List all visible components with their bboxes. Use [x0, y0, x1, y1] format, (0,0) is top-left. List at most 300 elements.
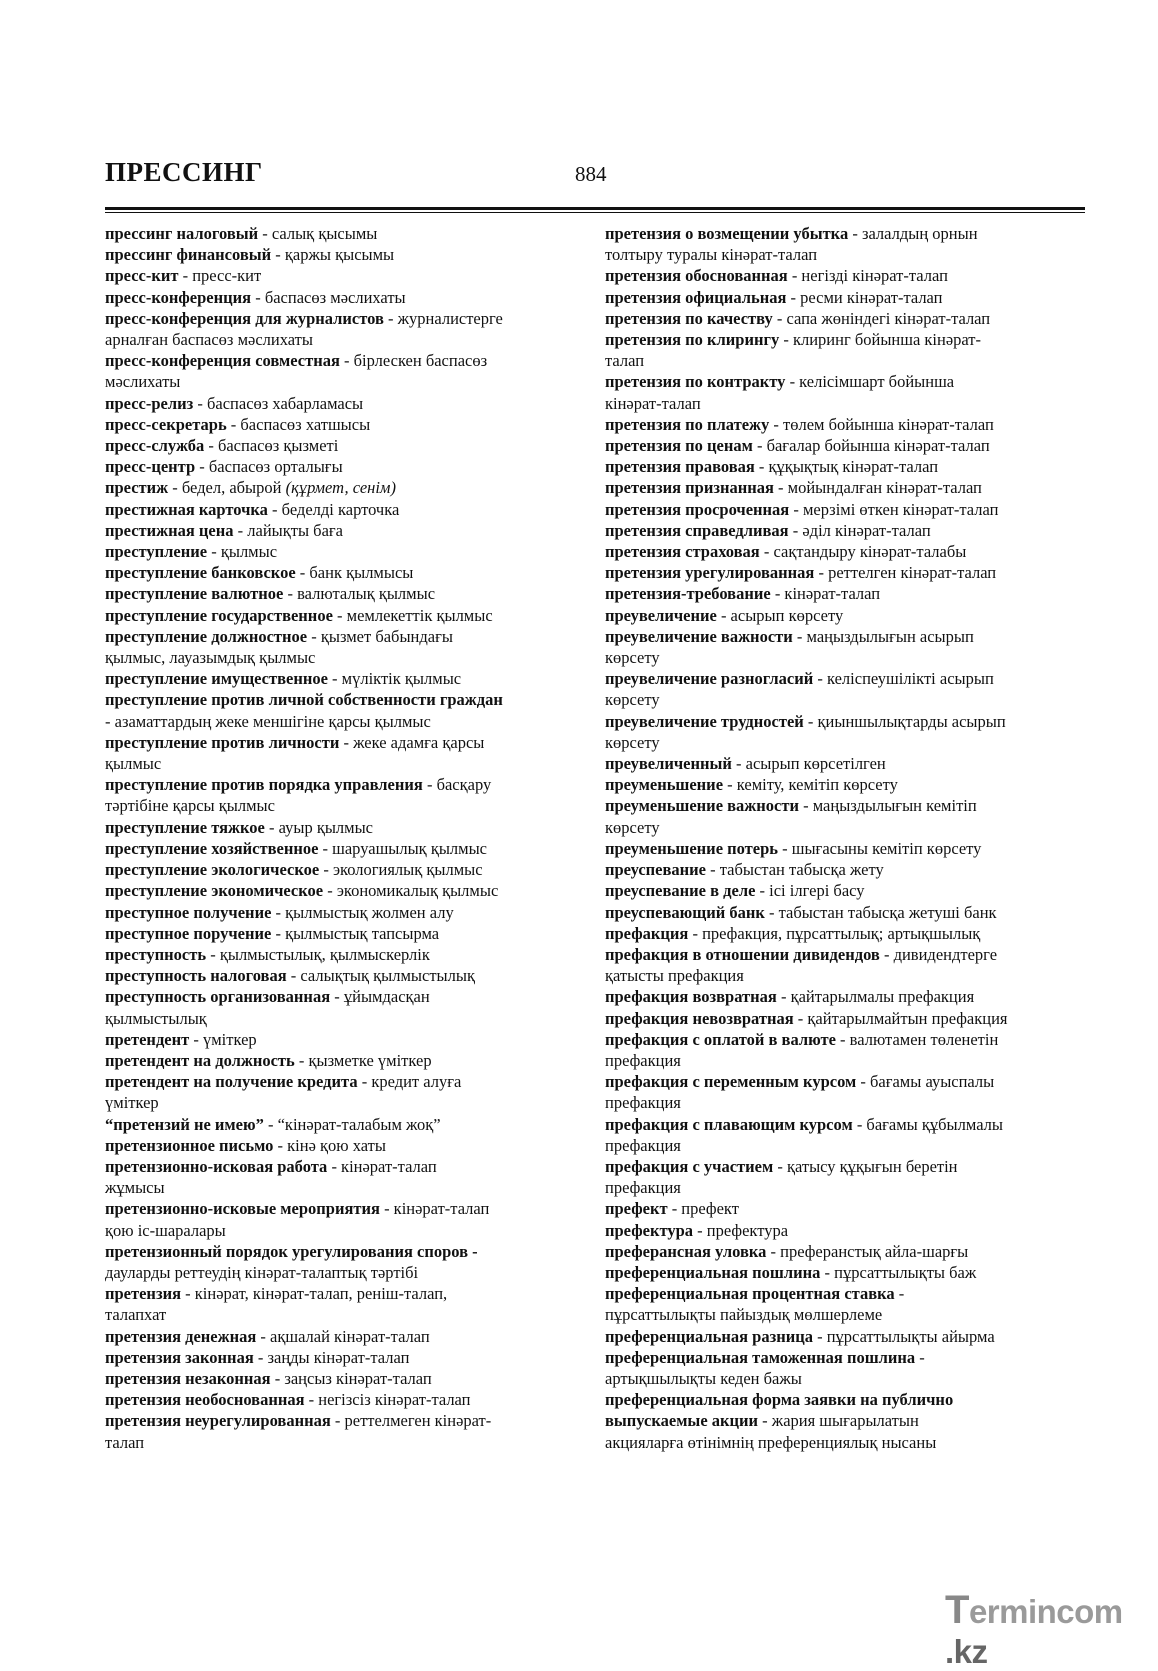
- entry-line: [605, 456, 1080, 477]
- entry-translation: - әділ кінәрат-талап: [788, 520, 931, 540]
- dictionary-entry: [605, 371, 1080, 413]
- dictionary-entry: [605, 711, 1080, 753]
- entry-line: [605, 223, 1080, 244]
- entry-term: пресс-конференция совместная: [105, 351, 340, 371]
- entry-line: [105, 817, 580, 838]
- entry-translation: - кінә қою хаты: [273, 1135, 386, 1155]
- entry-translation: - клиринг бойынша кінәрат-: [779, 330, 981, 350]
- dictionary-entry: [105, 520, 580, 541]
- entry-term: претензия по ценам: [605, 436, 753, 456]
- dictionary-entry: [105, 817, 580, 838]
- entry-line: [605, 795, 1080, 816]
- entry-translation: - қызметке үміткер: [294, 1050, 432, 1070]
- dictionary-entry: [605, 986, 1080, 1007]
- dictionary-entry: [105, 605, 580, 626]
- entry-line: [605, 1156, 1080, 1177]
- entry-line: [105, 1135, 580, 1156]
- entry-translation: - беделді карточка: [267, 499, 400, 519]
- entry-translation: - қиыншылықтарды асырып: [803, 711, 1006, 731]
- entry-translation: - асырып көрсетілген: [731, 754, 886, 774]
- entry-translation: - журналистерге: [383, 308, 503, 328]
- entry-line: [605, 817, 1080, 838]
- dictionary-entry: [605, 626, 1080, 668]
- entry-line: [105, 944, 580, 965]
- entry-translation: - кінәрат-талап: [379, 1199, 490, 1219]
- dictionary-entry: [105, 477, 580, 498]
- entry-translation: - қайтарылмалы префакция: [776, 987, 975, 1007]
- entry-line: [105, 965, 580, 986]
- dictionary-entry: [105, 541, 580, 562]
- dictionary-entry: [105, 265, 580, 286]
- entry-term: преувеличение разногласий: [605, 669, 814, 689]
- entry-term: претензия страховая: [605, 542, 760, 562]
- entry-line: [105, 732, 580, 753]
- entry-term: преступление хозяйственное: [105, 838, 319, 858]
- entry-translation: - салықтық қылмыстылық: [286, 966, 475, 986]
- dictionary-entry: [605, 902, 1080, 923]
- entry-term: преступление тяжкое: [105, 817, 265, 837]
- dictionary-entry: [105, 1410, 580, 1452]
- entry-line: [105, 477, 580, 498]
- entry-line: [105, 393, 580, 414]
- dictionary-entry: [605, 583, 1080, 604]
- entry-line: [105, 1262, 580, 1283]
- dictionary-entry: [105, 859, 580, 880]
- entry-translation: - баспасөз қызметі: [204, 436, 339, 456]
- dictionary-entry: [605, 287, 1080, 308]
- entry-line: [105, 753, 580, 774]
- dictionary-entry: [105, 965, 580, 986]
- entry-term: преступность налоговая: [105, 966, 287, 986]
- entry-translation: - кінәрат-талап: [327, 1156, 437, 1176]
- dictionary-entry: [605, 265, 1080, 286]
- entry-translation: - ісі ілгері басу: [755, 881, 865, 901]
- entry-line: [605, 287, 1080, 308]
- dictionary-entry: [605, 1220, 1080, 1241]
- entry-line: [605, 1135, 1080, 1156]
- entry-line: [605, 1410, 1080, 1431]
- entry-line: [605, 902, 1080, 923]
- entry-line: [105, 1410, 580, 1431]
- dictionary-entry: [605, 1347, 1080, 1389]
- entry-line: [105, 1050, 580, 1071]
- entry-line: [105, 371, 580, 392]
- entry-term: префакция возвратная: [605, 987, 777, 1007]
- entry-term: преступление банковское: [105, 563, 296, 583]
- entry-line: [605, 1241, 1080, 1262]
- entry-translation: префакция: [605, 1178, 681, 1198]
- entry-translation: - дивидендтерге: [879, 944, 998, 964]
- dictionary-entry: [605, 1029, 1080, 1071]
- watermark-name: ermincom: [968, 1593, 1123, 1630]
- entry-translation: дауларды реттеудің кінәрат-талаптық тәртібі: [105, 1262, 419, 1282]
- entry-line: [605, 329, 1080, 350]
- dictionary-entry: [105, 1368, 580, 1389]
- entry-line: [105, 1156, 580, 1177]
- entry-translation: пұрсаттылықты пайыздық мөлшерлеме: [605, 1305, 883, 1325]
- entry-translation: - залалдың орнын: [848, 224, 978, 243]
- entry-translation: - мемлекеттік қылмыс: [332, 605, 493, 625]
- entry-translation: - кінәрат, кінәрат-талап, реніш-талап,: [181, 1284, 448, 1304]
- entry-term: престиж: [105, 478, 169, 498]
- entry-line: [105, 838, 580, 859]
- dictionary-entry: [105, 393, 580, 414]
- entry-line: [605, 1347, 1080, 1368]
- entry-line: [605, 371, 1080, 392]
- entry-line: [605, 668, 1080, 689]
- entry-translation: үміткер: [105, 1093, 159, 1113]
- entry-term: прессинг финансовый: [105, 245, 272, 265]
- entry-term: преступление против личности: [105, 732, 340, 752]
- entry-line: [605, 965, 1080, 986]
- entry-translation: артықшылықты кеден бажы: [605, 1368, 802, 1388]
- entry-line: [605, 1071, 1080, 1092]
- entry-translation: - бағамы ауыспалы: [856, 1072, 995, 1092]
- entry-term: преуменьшение: [605, 775, 724, 795]
- entry-term: пресс-служба: [105, 436, 205, 456]
- entry-translation: - префектура: [693, 1220, 789, 1240]
- entry-translation: - баспасөз хатшысы: [226, 414, 371, 434]
- entry-line: [105, 859, 580, 880]
- entry-line: [105, 1008, 580, 1029]
- dictionary-entry: [105, 1135, 580, 1156]
- dictionary-entry: [105, 350, 580, 392]
- entry-term: преступление экологическое: [105, 860, 320, 880]
- dictionary-entry: [605, 1262, 1080, 1283]
- dictionary-entry: [105, 1198, 580, 1240]
- dictionary-entry: [605, 880, 1080, 901]
- entry-translation: - ауыр қылмыс: [264, 817, 374, 837]
- entry-line: [605, 520, 1080, 541]
- entry-line: [105, 435, 580, 456]
- entry-translation: - азаматтардың жеке меншігіне қарсы қылмыс: [105, 711, 431, 731]
- entry-term: пресс-центр: [105, 457, 196, 477]
- dictionary-entry: [605, 1389, 1080, 1453]
- entry-line: [105, 795, 580, 816]
- dictionary-entry: [105, 944, 580, 965]
- entry-translation: - жария шығарылатын: [758, 1411, 919, 1431]
- entry-line: [605, 774, 1080, 795]
- entry-translation: - баспасөз орталығы: [195, 457, 343, 477]
- entry-line: акцияларға өтінімнің преференциялық нысаны: [605, 1432, 937, 1452]
- entry-term: претензионно-исковые мероприятия: [105, 1199, 380, 1219]
- entry-line: [105, 711, 580, 732]
- entry-translation: - баспасөз хабарламасы: [193, 393, 364, 413]
- entry-line: [605, 647, 1080, 668]
- entry-term: претензия-требование: [605, 584, 771, 604]
- entry-translation: қою іс-шаралары: [105, 1220, 226, 1240]
- entry-translation: - реттелген кінәрат-талап: [814, 563, 997, 583]
- entry-term: преференциальная разница: [605, 1326, 813, 1346]
- entry-translation: - табыстан табысқа жету: [706, 860, 884, 880]
- entry-translation: - лайықты баға: [233, 520, 343, 540]
- entry-translation: - маңыздылығын кемітіп: [798, 796, 977, 816]
- entry-term: претендент на получение кредита: [105, 1072, 358, 1092]
- dictionary-entry: [105, 732, 580, 774]
- dictionary-entry: [105, 1156, 580, 1198]
- entry-line: [105, 223, 580, 244]
- dictionary-entry: [605, 859, 1080, 880]
- entry-line: [605, 1114, 1080, 1135]
- entry-line: [105, 583, 580, 604]
- entry-term: префакция невозвратная: [605, 1008, 794, 1028]
- entry-line: [605, 583, 1080, 604]
- entry-translation: - үміткер: [189, 1029, 257, 1049]
- entry-translation: - құқықтық кінәрат-талап: [754, 457, 939, 477]
- entry-translation: - келіспеушілікті асырып: [813, 669, 994, 689]
- entry-translation: арналған баспасөз мәслихаты: [105, 330, 313, 350]
- dictionary-entry: [605, 477, 1080, 498]
- entry-translation: -: [894, 1284, 905, 1304]
- dictionary-entry: [105, 1347, 580, 1368]
- dictionary-entry: [105, 668, 580, 689]
- entry-line: [105, 1114, 580, 1135]
- entry-translation: - шаруашылық қылмыс: [318, 838, 488, 858]
- dictionary-entry: [105, 880, 580, 901]
- entry-translation: - қайтарылмайтын префакция: [793, 1008, 1008, 1028]
- entry-line: [605, 1050, 1080, 1071]
- entry-term: претензия справедливая: [605, 520, 789, 540]
- entry-line: [605, 414, 1080, 435]
- entry-translation: - префакция, пұрсаттылық; артықшылық: [688, 923, 981, 943]
- entry-line: [605, 1092, 1080, 1113]
- entry-line: [605, 1220, 1080, 1241]
- entry-translation: талап: [105, 1432, 145, 1452]
- dictionary-entry: [105, 287, 580, 308]
- entry-translation: - экологиялық қылмыс: [319, 860, 483, 880]
- entry-line: [605, 393, 1080, 414]
- entry-term: претензия по контракту: [605, 372, 786, 392]
- entry-term: преступление против порядка управления: [105, 775, 423, 795]
- entry-translation: префакция: [605, 1135, 681, 1155]
- entry-line: [605, 753, 1080, 774]
- entry-line: [105, 1092, 580, 1113]
- page-header-word: ПРЕССИНГ: [105, 157, 263, 187]
- entry-term: претензия урегулированная: [605, 563, 815, 583]
- entry-term: преувеличение важности: [605, 626, 793, 646]
- entry-line: [605, 711, 1080, 732]
- watermark-domain: .kz: [945, 1633, 988, 1670]
- entry-term: преуменьшение важности: [605, 796, 799, 816]
- entry-translation: - мерзімі өткен кінәрат-талап: [789, 499, 999, 519]
- entry-translation: - мүліктік қылмыс: [327, 669, 462, 689]
- entry-term: префакция с переменным курсом: [605, 1072, 857, 1092]
- entry-term: претензия признанная: [605, 478, 774, 498]
- entry-term: преступление экономическое: [105, 881, 324, 901]
- dictionary-entry: [105, 223, 580, 244]
- watermark-letter: T: [945, 1588, 969, 1632]
- entry-line: [605, 1326, 1080, 1347]
- entry-line: [605, 689, 1080, 710]
- entry-line: [105, 774, 580, 795]
- entry-translation: көрсету: [605, 732, 660, 752]
- entry-translation: - бағалар бойынша кінәрат-талап: [752, 436, 990, 456]
- entry-line: [105, 287, 580, 308]
- entry-line: [605, 923, 1080, 944]
- entry-translation: - келісімшарт бойынша: [785, 372, 955, 392]
- entry-translation: - негізсіз кінәрат-талап: [304, 1390, 471, 1410]
- dictionary-entry: [105, 562, 580, 583]
- dictionary-entry: [605, 562, 1080, 583]
- dictionary-entry: [105, 1029, 580, 1050]
- entry-translation: қылмыс, лауазымдық қылмыс: [105, 648, 316, 668]
- dictionary-entry: [105, 1389, 580, 1410]
- dictionary-entry: [105, 626, 580, 668]
- entry-translation: - табыстан табысқа жетуші банк: [764, 902, 997, 922]
- entry-line: [105, 605, 580, 626]
- entry-translation: - ресми кінәрат-талап: [786, 287, 943, 307]
- entry-term: пресс-кит: [105, 266, 179, 286]
- entry-translation: - кредит алуға: [357, 1072, 462, 1092]
- entry-translation: - қылмыстылық, қылмыскерлік: [206, 944, 430, 964]
- entry-line: [105, 1368, 580, 1389]
- entry-line: [605, 541, 1080, 562]
- dictionary-entry: [105, 308, 580, 350]
- watermark-logo: [945, 1588, 1158, 1671]
- entry-line: [605, 859, 1080, 880]
- entry-translation: қылмыстылық: [105, 1008, 207, 1028]
- entry-line: [605, 944, 1080, 965]
- entry-term: претензия обоснованная: [605, 266, 788, 286]
- entry-line: [605, 1389, 1080, 1410]
- entry-translation: - салық қысымы: [258, 224, 378, 243]
- entry-translation: кінәрат-талап: [605, 393, 701, 413]
- page-number: 884: [575, 162, 607, 186]
- dictionary-entry: [605, 414, 1080, 435]
- entry-translation: - кеміту, кемітіп көрсету: [723, 775, 898, 795]
- dictionary-entry: [105, 1071, 580, 1113]
- entry-term: претензия неурегулированная: [105, 1411, 331, 1431]
- entry-translation: - заңсыз кінәрат-талап: [270, 1368, 432, 1388]
- entry-translation: - пресс-кит: [178, 266, 262, 286]
- entry-term: претензия по качеству: [605, 308, 773, 328]
- entry-line: [605, 499, 1080, 520]
- dictionary-entry: [605, 435, 1080, 456]
- entry-term: преступное поручение: [105, 923, 272, 943]
- dictionary-entry: [605, 1241, 1080, 1262]
- entry-term: претензия по клирингу: [605, 330, 780, 350]
- dictionary-entry: [605, 1198, 1080, 1219]
- entry-line: [105, 1029, 580, 1050]
- right-column: [605, 223, 1080, 1453]
- entry-translation: - қылмыстық жолмен алу: [271, 902, 454, 922]
- entry-translation: - префект: [667, 1199, 739, 1219]
- entry-translation: - жеке адамға қарсы: [339, 732, 485, 752]
- entry-term: преступность: [105, 944, 207, 964]
- entry-line: [605, 244, 1080, 265]
- entry-line: [105, 265, 580, 286]
- entry-term: претензия просроченная: [605, 499, 790, 519]
- entry-term: претендент: [105, 1029, 190, 1049]
- entry-term: преуменьшение потерь: [605, 838, 779, 858]
- entry-term: префакция в отношении дивидендов: [605, 944, 880, 964]
- dictionary-entry: [605, 668, 1080, 710]
- entry-line: [105, 329, 580, 350]
- entry-term: префакция: [605, 923, 689, 943]
- entry-line: [105, 647, 580, 668]
- entry-translation: - мойындалған кінәрат-талап: [773, 478, 982, 498]
- entry-term: выпускаемые акции: [605, 1411, 759, 1431]
- dictionary-entry: [605, 1156, 1080, 1198]
- entry-term: претензия необоснованная: [105, 1390, 305, 1410]
- dictionary-entry: [105, 1050, 580, 1071]
- dictionary-entry: [105, 986, 580, 1028]
- entry-translation: -: [915, 1347, 925, 1367]
- entry-translation: - экономикалық қылмыс: [323, 881, 499, 901]
- entry-line: [105, 562, 580, 583]
- dictionary-entry: [605, 308, 1080, 329]
- entry-term: преференциальная процентная ставка: [605, 1284, 895, 1304]
- entry-line: [605, 1198, 1080, 1219]
- entry-term: преувеличенный: [605, 754, 732, 774]
- entry-translation: - валюталық қылмыс: [283, 584, 436, 604]
- entry-translation: көрсету: [605, 648, 660, 668]
- entry-line: [105, 456, 580, 477]
- entry-translation: талап: [605, 351, 645, 371]
- dictionary-entry: [605, 923, 1080, 944]
- dictionary-entry: [105, 456, 580, 477]
- entry-line: [105, 689, 580, 710]
- entry-term: претензия: [105, 1284, 182, 1304]
- entry-translation: - бағамы құбылмалы: [852, 1114, 1003, 1134]
- entry-term: префакция с плавающим курсом: [605, 1114, 853, 1134]
- entry-term: претензия незаконная: [105, 1368, 271, 1388]
- dictionary-entry: [105, 1241, 580, 1283]
- entry-line: [605, 880, 1080, 901]
- entry-translation: префакция: [605, 1050, 681, 1070]
- entry-term: претензионный порядок урегулирования споров -: [105, 1241, 478, 1261]
- entry-translation: көрсету: [605, 690, 660, 710]
- entry-term: преуспевание: [605, 860, 706, 880]
- entry-term: преференциальная форма заявки на публично: [605, 1390, 954, 1410]
- dictionary-entry: [105, 689, 580, 731]
- entry-line: [105, 1389, 580, 1410]
- entry-translation: тәртібіне қарсы қылмыс: [105, 796, 275, 816]
- entry-line: [605, 350, 1080, 371]
- entry-term: претензионно-исковая работа: [105, 1156, 328, 1176]
- dictionary-entry: [105, 583, 580, 604]
- entry-line: [105, 350, 580, 371]
- entry-translation: - қызмет бабындағы: [307, 626, 453, 646]
- entry-line: [605, 838, 1080, 859]
- entry-term: преступление должностное: [105, 626, 308, 646]
- entry-term: претензия законная: [105, 1347, 254, 1367]
- entry-translation: - басқару: [422, 775, 492, 795]
- entry-translation: - ұйымдасқан: [330, 987, 430, 1007]
- entry-term: преференциальная пошлина: [605, 1262, 821, 1282]
- entry-translation: - банк қылмысы: [295, 563, 414, 583]
- entry-translation: - заңды кінәрат-талап: [253, 1347, 410, 1367]
- entry-term: префакция с оплатой в валюте: [605, 1029, 836, 1049]
- entry-line: [105, 986, 580, 1007]
- entry-line: [605, 1368, 1080, 1389]
- entry-translation: мәслихаты: [105, 372, 181, 392]
- entry-line: [605, 986, 1080, 1007]
- entry-translation: - ақшалай кінәрат-талап: [256, 1326, 430, 1346]
- dictionary-entry: [605, 1283, 1080, 1325]
- entry-line: [605, 308, 1080, 329]
- entry-translation: - пұрсаттылықты айырма: [812, 1326, 995, 1346]
- entry-translation: - қылмыстық тапсырма: [271, 923, 440, 943]
- entry-line: [605, 1008, 1080, 1029]
- entry-term: претензия по платежу: [605, 414, 770, 434]
- dictionary-entry: [605, 499, 1080, 520]
- entry-line: [605, 1283, 1080, 1304]
- entry-term: преференциальная таможенная пошлина: [605, 1347, 916, 1367]
- entry-line: [105, 880, 580, 901]
- dictionary-entry: [605, 605, 1080, 626]
- entry-term: префектура: [605, 1220, 694, 1240]
